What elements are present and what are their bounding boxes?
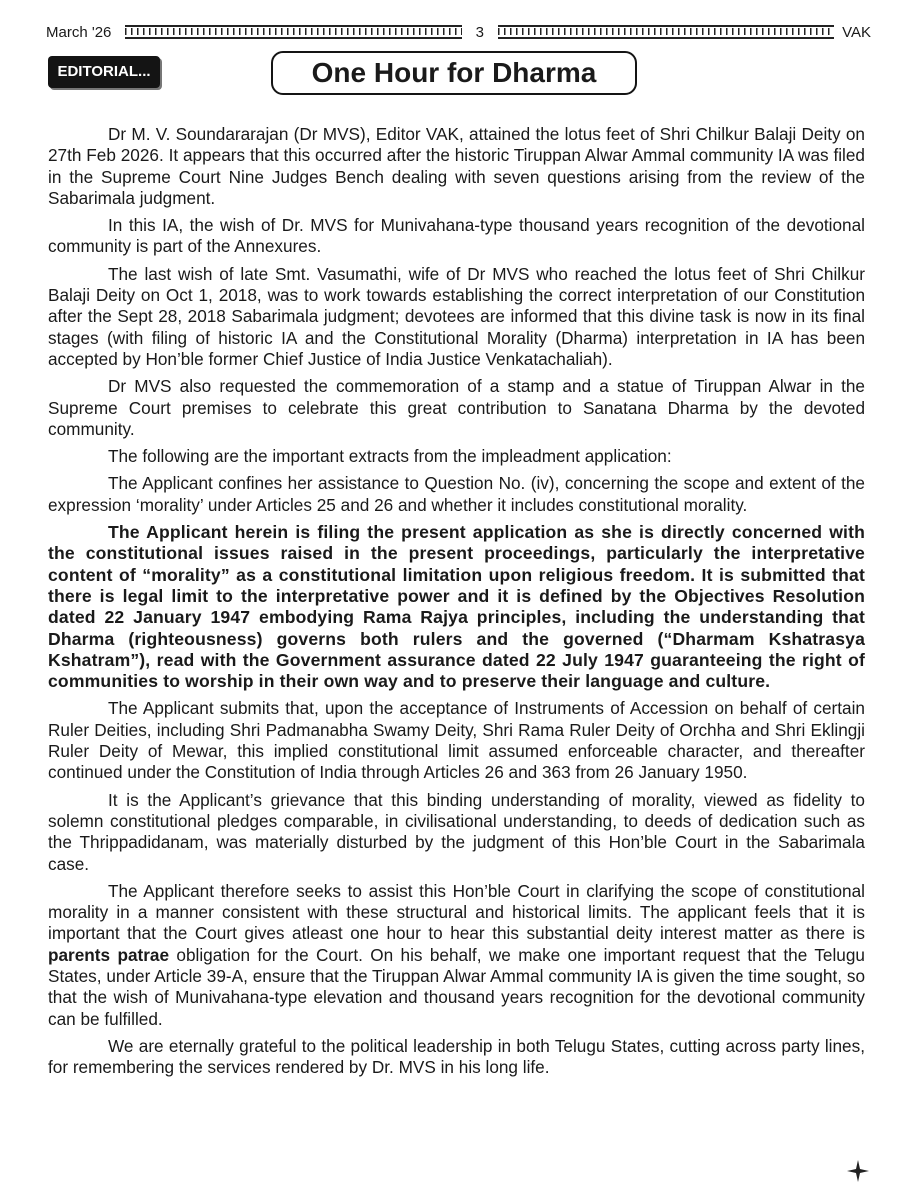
page-header xyxy=(46,20,871,44)
magazine-name: VAK xyxy=(842,23,872,41)
decorative-border-right xyxy=(498,25,834,39)
paragraph: The Applicant confines her assistance to Question No. (iv), concerning the scope and extent of the expression ‘morality’ under Articles 25 and 26 and whether it includes constitutional morality. xyxy=(48,473,865,515)
article-body xyxy=(48,124,865,1078)
paragraph: The following are the important extracts from the impleadment application: xyxy=(108,446,672,467)
paragraph: Dr M. V. Soundararajan (Dr MVS), Editor VAK, attained the lotus feet of Shri Chilkur Balaji Deity on 27th Feb 2026. It appears that this occurred after the historic Tiruppan Alwar Ammal community IA was filed in the Supreme Court Nine Judges Bench dealing with seven questions arising from the review of the Sabarimala judgment. xyxy=(48,124,865,208)
bold-phrase: parents patrae xyxy=(48,944,170,965)
paragraph: Dr MVS also requested the commemoration of a stamp and a statue of Tiruppan Alwar in the Supreme Court premises to celebrate this great contribution to Sanatana Dharma by the devoted community. xyxy=(48,376,865,439)
paragraph-text: obligation for the Court. On his behalf, we make one important request that the Telugu States, under Article 39-A, ensure that the Tiruppan Alwar Ammal community IA is given the time sought, so that the wish of Munivahana-type elevation and thousand years recognition for the devotional community can be fulfilled. xyxy=(48,944,865,1029)
issue-month: March '26 xyxy=(46,23,112,41)
paragraph xyxy=(48,881,865,1030)
editorial-tag: EDITORIAL... xyxy=(48,56,160,88)
decorative-border-left xyxy=(125,25,461,39)
paragraph: It is the Applicant’s grievance that this binding understanding of morality, viewed as fidelity to solemn constitutional pledges comparable, in civilisational understanding, to deeds of dedication such as the Thrippadidanam, was materially disturbed by the judgment of this Hon’ble Court in the Sabarimala case. xyxy=(48,789,865,874)
bold-extract-paragraph: The Applicant herein is filing the present application as she is directly concerned with the constitutional issues raised in the present proceedings, particularly the interpretative content of “morality” as a constitutional limitation upon religious freedom. It is submitted that there is legal limit to the interpretative power and it is defined by the Objectives Resolution dated 22 January 1947 embodying Rama Rajya principles, including the understanding that Dharma (righteousness) governs both rulers and the governed (“Dharmam Kshatrasya Kshatram”), read with the Government assurance dated 22 July 1947 guaranteeing the right of communities to worship in their own way and to preserve their language and culture. xyxy=(48,522,865,692)
paragraph: The Applicant submits that, upon the acceptance of Instruments of Accession on behalf of certain Ruler Deities, including Shri Padmanabha Swamy Deity, Shri Rama Ruler Deity of Orchha and Shri Eklingji Ruler Deity of Mewar, this implied constitutional limit assumed enforceable character, and thereafter continued under the Constitution of India through Articles 26 and 363 from 26 January 1950. xyxy=(48,698,865,783)
four-point-star-icon xyxy=(847,1160,869,1182)
paragraph-text: The Applicant therefore seeks to assist this Hon’ble Court in clarifying the scope of constitutional morality in a manner consistent with these structural and historical limits. The applicant feels that it is important that the Court gives atleast one hour to hear this substantial deity interest matter as there is xyxy=(48,880,865,944)
paragraph: The last wish of late Smt. Vasumathi, wife of Dr MVS who reached the lotus feet of Shri Chilkur Balaji Deity on Oct 1, 2018, was to work towards establishing the correct interpretation of our Constitution after the Sept 28, 2018 Sabarimala judgment; devotees are informed that this divine task is now in its final stages (with filing of historic IA and the Constitutional Morality (Dharma) interpretation in IA has been accepted by Hon’ble former Chief Justice of India Justice Venkatachaliah). xyxy=(48,263,865,369)
paragraph: In this IA, the wish of Dr. MVS for Munivahana-type thousand years recognition of the devotional community is part of the Annexures. xyxy=(48,215,865,257)
page-title: One Hour for Dharma xyxy=(271,51,637,95)
page-number: 3 xyxy=(475,23,484,41)
paragraph: We are eternally grateful to the political leadership in both Telugu States, cutting across party lines, for remembering the services rendered by Dr. MVS in his long life. xyxy=(48,1035,865,1078)
